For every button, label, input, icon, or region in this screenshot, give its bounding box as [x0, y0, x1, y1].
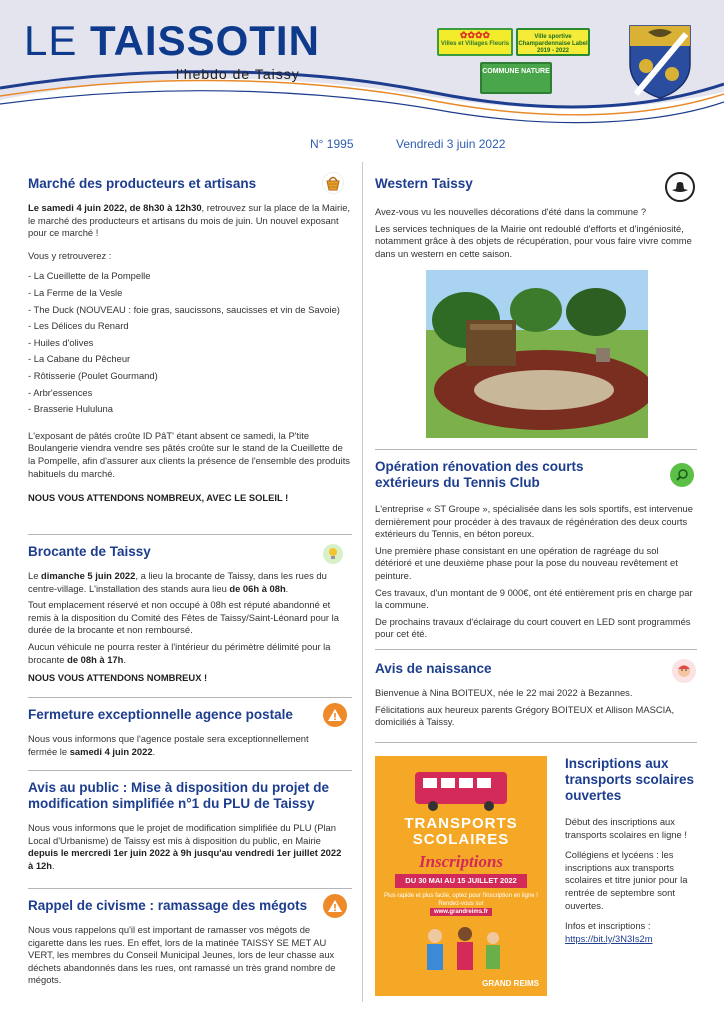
- transports-title: Inscriptions aux transports scolaires ouvertes: [565, 756, 695, 803]
- western-p1: Avez-vous vu les nouvelles décorations d'été dans la commune ?: [375, 206, 647, 217]
- title-le: LE: [24, 17, 78, 64]
- cowboy-seal-icon: [665, 172, 695, 202]
- section-divider: [375, 449, 697, 450]
- western-decoration-photo: [426, 270, 648, 438]
- list-item: - La Cabane du Pêcheur: [28, 353, 131, 365]
- issue-date: Vendredi 3 juin 2022: [396, 137, 506, 151]
- plu-text: Nous vous informons que le projet de modification simplifiée du PLU (Plan Local d'Urbanisme) de Taissy est mis à disposition du public, en Mairie depuis le mercredi 1er juin 2022 à 9h jusqu'au vendredi 1er juillet 2022 à 12h.: [28, 822, 342, 871]
- civisme-title: Rappel de civisme : ramassage des mégots: [28, 898, 308, 913]
- brocante-p1: Le dimanche 5 juin 2022, a lieu la brocante de Taissy, dans les rues du centre-village. L'installation des stands aura lieu de 06h à 08h.: [28, 570, 327, 594]
- villes-fleuris-badge: ✿✿✿✿ Villes et Villages Fleuris: [437, 28, 513, 56]
- article-naissance: [375, 661, 675, 733]
- section-divider: [28, 534, 352, 535]
- naissance-p2: Félicitations aux heureux parents Grégory BOITEUX et Allison MASCIA, domiciliés à Taissy.: [375, 703, 675, 728]
- marche-closing: NOUS VOUS ATTENDONS NOMBREUX, AVEC LE SOLEIL !: [28, 492, 289, 504]
- title-taissotin: TAISSOTIN: [90, 17, 320, 64]
- western-p2: Les services techniques de la Mairie ont redoublé d'efforts et d'ingéniosité, notamment grâce à des objets de récupération, pour vous faire vivre comme dans un western en cette saison.: [375, 222, 692, 259]
- transports-p3: Infos et inscriptions :: [565, 920, 651, 932]
- lightbulb-icon: [323, 544, 343, 564]
- newspaper-title: [24, 17, 320, 64]
- tagline: l'hebdo de Taissy: [176, 66, 300, 82]
- plu-title: Avis au public : Mise à disposition du projet de modification simplifiée n°1 du PLU de Taissy: [28, 780, 330, 811]
- poster-url: www.grandreims.fr: [430, 908, 492, 916]
- article-plu: [28, 780, 346, 876]
- list-item: - Arbr'essences: [28, 386, 93, 398]
- civisme-text: Nous vous rappelons qu'il est important de ramasser vos mégots de cigarette dans les rues. En effet, lors de la matinée TAISSY SE MET AU VERT, les membres du Conseil Municipal Jeunes, lors de leur chasse aux déchets abandonnés dans les rues, ont ramassé un très grand nombre de mégots.: [28, 924, 336, 986]
- poster-text: Plus rapide et plus facile, optez pour l'inscription en ligne ! Rendez-vous sur www.grandreims.fr: [384, 893, 538, 915]
- warning-icon: [323, 703, 347, 727]
- brocante-p2: Tout emplacement réservé et non occupé à 08h est réputé abandonné et remis à la disposition du Comité des Fêtes de Taissy/Saint-Léonard pour la durée de la brocante et non remboursé.: [28, 599, 339, 636]
- list-item: - The Duck (NOUVEAU : foie gras, saucissons, saucisses et vin de Savoie): [28, 303, 340, 315]
- list-item: - Huiles d'olives: [28, 336, 94, 348]
- bus-icon: [375, 756, 547, 816]
- marche-list-intro: Vous y retrouverez :: [28, 249, 112, 261]
- article-tennis: [375, 459, 697, 645]
- poster-subtitle: Inscriptions: [418, 852, 504, 871]
- list-item: - La Cueillette de la Pompelle: [28, 270, 151, 282]
- tennis-p2: Une première phase consistant en une opération de ragréage du sol détérioré et une deuxième phase pour la pose du nouveau revêtement et peinture.: [375, 544, 678, 581]
- list-item: - Les Délices du Renard: [28, 320, 129, 332]
- article-transports: [565, 756, 699, 945]
- list-item: - Rôtisserie (Poulet Gourmand): [28, 369, 158, 381]
- tennis-p3: Ces travaux, d'un montant de 9 000€, ont été entièrement pris en charge par la commune.: [375, 586, 693, 611]
- section-divider: [28, 697, 352, 698]
- article-western: [375, 176, 697, 264]
- warning-icon: [323, 894, 347, 918]
- poster-dates: DU 30 MAI AU 15 JUILLET 2022: [395, 874, 527, 888]
- list-item: - Brasserie Hululuna: [28, 403, 113, 415]
- tennis-title: Opération rénovation des courts extérieurs du Tennis Club: [375, 459, 584, 490]
- poster-title: TRANSPORTS SCOLAIRES: [404, 815, 518, 848]
- brocante-p3: Aucun véhicule ne pourra rester à l'intérieur du périmètre délimité pour la brocante de 08h à 17h.: [28, 640, 331, 665]
- poste-title: Fermeture exceptionnelle agence postale: [28, 707, 293, 722]
- brocante-title: Brocante de Taissy: [28, 544, 151, 559]
- section-divider: [28, 888, 352, 889]
- western-title: Western Taissy: [375, 176, 473, 191]
- marche-note: L'exposant de pâtés croûte ID PâT' étant absent ce samedi, la P'tite Boulangerie viendra vendre ses pâtés croûte sur le stand de la Cueillette de la Pompelle, afin d'assurer aux clients la présence de l'ensemble des produits habituels du marché.: [28, 429, 350, 479]
- marche-exhibitor-list: [28, 270, 352, 415]
- article-poste: [28, 707, 318, 762]
- brocante-closing: NOUS VOUS ATTENDONS NOMBREUX !: [28, 672, 208, 684]
- article-brocante: [28, 544, 352, 689]
- marche-title: Marché des producteurs et artisans: [28, 176, 257, 191]
- list-item: - La Ferme de la Vesle: [28, 286, 123, 298]
- commune-nature-badge: COMMUNE NATURE: [480, 62, 552, 94]
- section-divider: [375, 742, 697, 743]
- naissance-title: Avis de naissance: [375, 661, 492, 676]
- baby-icon: [672, 659, 696, 683]
- marche-intro: Le samedi 4 juin 2022, de 8h30 à 12h30, retrouvez sur la place de la Mairie, le marché des producteurs et artisans du mois de juin. Un nouvel exposant pour ce marché !: [28, 202, 351, 239]
- transports-scolaires-poster: [375, 756, 547, 996]
- ville-sportive-badge: Ville sportive Champardennaise Label 2019 - 2022: [516, 28, 590, 56]
- grand-reims-logo: GRAND REIMS: [482, 979, 539, 988]
- tennis-p1: L'entreprise « ST Groupe », spécialisée dans les sols sportifs, est intervenue dernièrement pour procéder à des travaux de régénération des deux courts extérieurs du Tennis, en béton poreux.: [375, 503, 693, 540]
- poste-text: Nous vous informons que l'agence postale sera exceptionnellement fermée le samedi 4 juin 2022.: [28, 733, 309, 757]
- tennis-racket-icon: [670, 463, 694, 487]
- section-divider: [375, 649, 697, 650]
- transports-link[interactable]: https://bit.ly/3N3Is2m: [565, 932, 653, 944]
- column-divider: [362, 162, 363, 1002]
- masthead: [0, 0, 724, 160]
- transports-p2: Collégiens et lycéens : les inscriptions aux transports scolaires et titre junior pour la rentrée de septembre sont ouvertes.: [565, 849, 688, 911]
- basket-icon: [322, 172, 344, 194]
- tennis-p4: De prochains travaux d'éclairage du court couvert en LED sont programmés pour cet été.: [375, 615, 691, 640]
- article-marche: [28, 176, 352, 509]
- issue-number: N° 1995: [310, 137, 354, 151]
- article-civisme: [28, 898, 348, 991]
- taissy-crest-icon: [628, 24, 692, 100]
- naissance-p1: Bienvenue à Nina BOITEUX, née le 22 mai 2022 à Bezannes.: [375, 687, 633, 698]
- section-divider: [28, 770, 352, 771]
- transports-p1: Début des inscriptions aux transports scolaires en ligne !: [565, 816, 687, 840]
